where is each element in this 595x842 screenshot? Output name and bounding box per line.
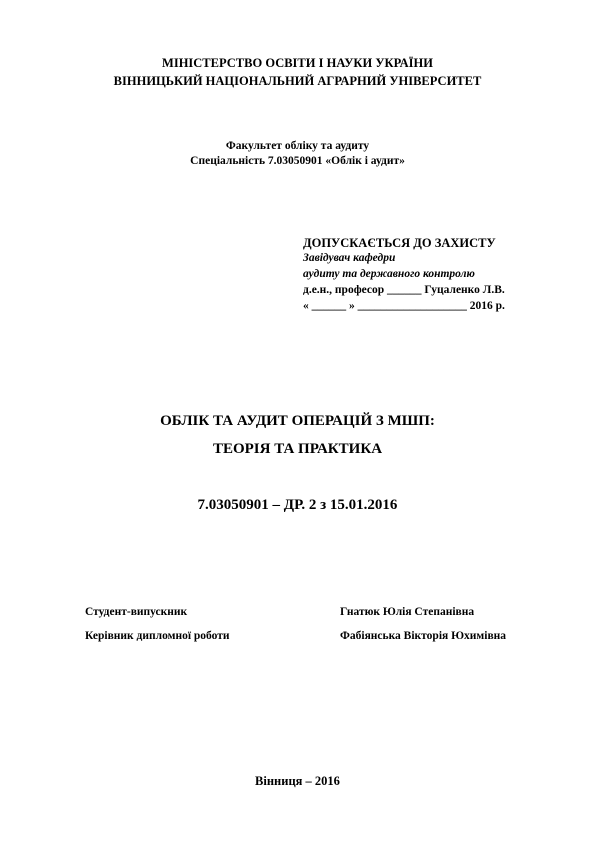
approval-signature: д.е.н., професор ______ Гуцаленко Л.В. (303, 284, 505, 296)
ministry-heading: МІНІСТЕРСТВО ОСВІТИ І НАУКИ УКРАЇНИ (162, 56, 433, 70)
approval-title: ДОПУСКАЄТЬСЯ ДО ЗАХИСТУ (303, 236, 496, 250)
student-label: Студент-випускник (85, 606, 188, 618)
thesis-title-line1: ОБЛІК ТА АУДИТ ОПЕРАЦІЙ З МШП: (160, 413, 435, 429)
place-year: Вінниця – 2016 (255, 774, 340, 788)
specialty-line: Спеціальність 7.03050901 «Облік і аудит» (190, 155, 405, 167)
thesis-code: 7.03050901 – ДР. 2 з 15.01.2016 (197, 497, 398, 513)
approval-date: « ______ » ___________________ 2016 р. (303, 300, 505, 312)
supervisor-name: Фабіянська Вікторія Юхимівна (340, 630, 507, 642)
approval-head-of-dept: Завідувач кафедри (303, 252, 396, 264)
university-heading: ВІННИЦЬКИЙ НАЦІОНАЛЬНИЙ АГРАРНИЙ УНІВЕРСИТЕТ (113, 74, 482, 88)
approval-department: аудиту та державного контролю (303, 268, 475, 280)
supervisor-label: Керівник дипломної роботи (85, 630, 230, 642)
student-name: Гнатюк Юлія Степанівна (340, 606, 475, 618)
faculty-line: Факультет обліку та аудиту (225, 140, 370, 152)
thesis-title-line2: ТЕОРІЯ ТА ПРАКТИКА (212, 441, 383, 457)
